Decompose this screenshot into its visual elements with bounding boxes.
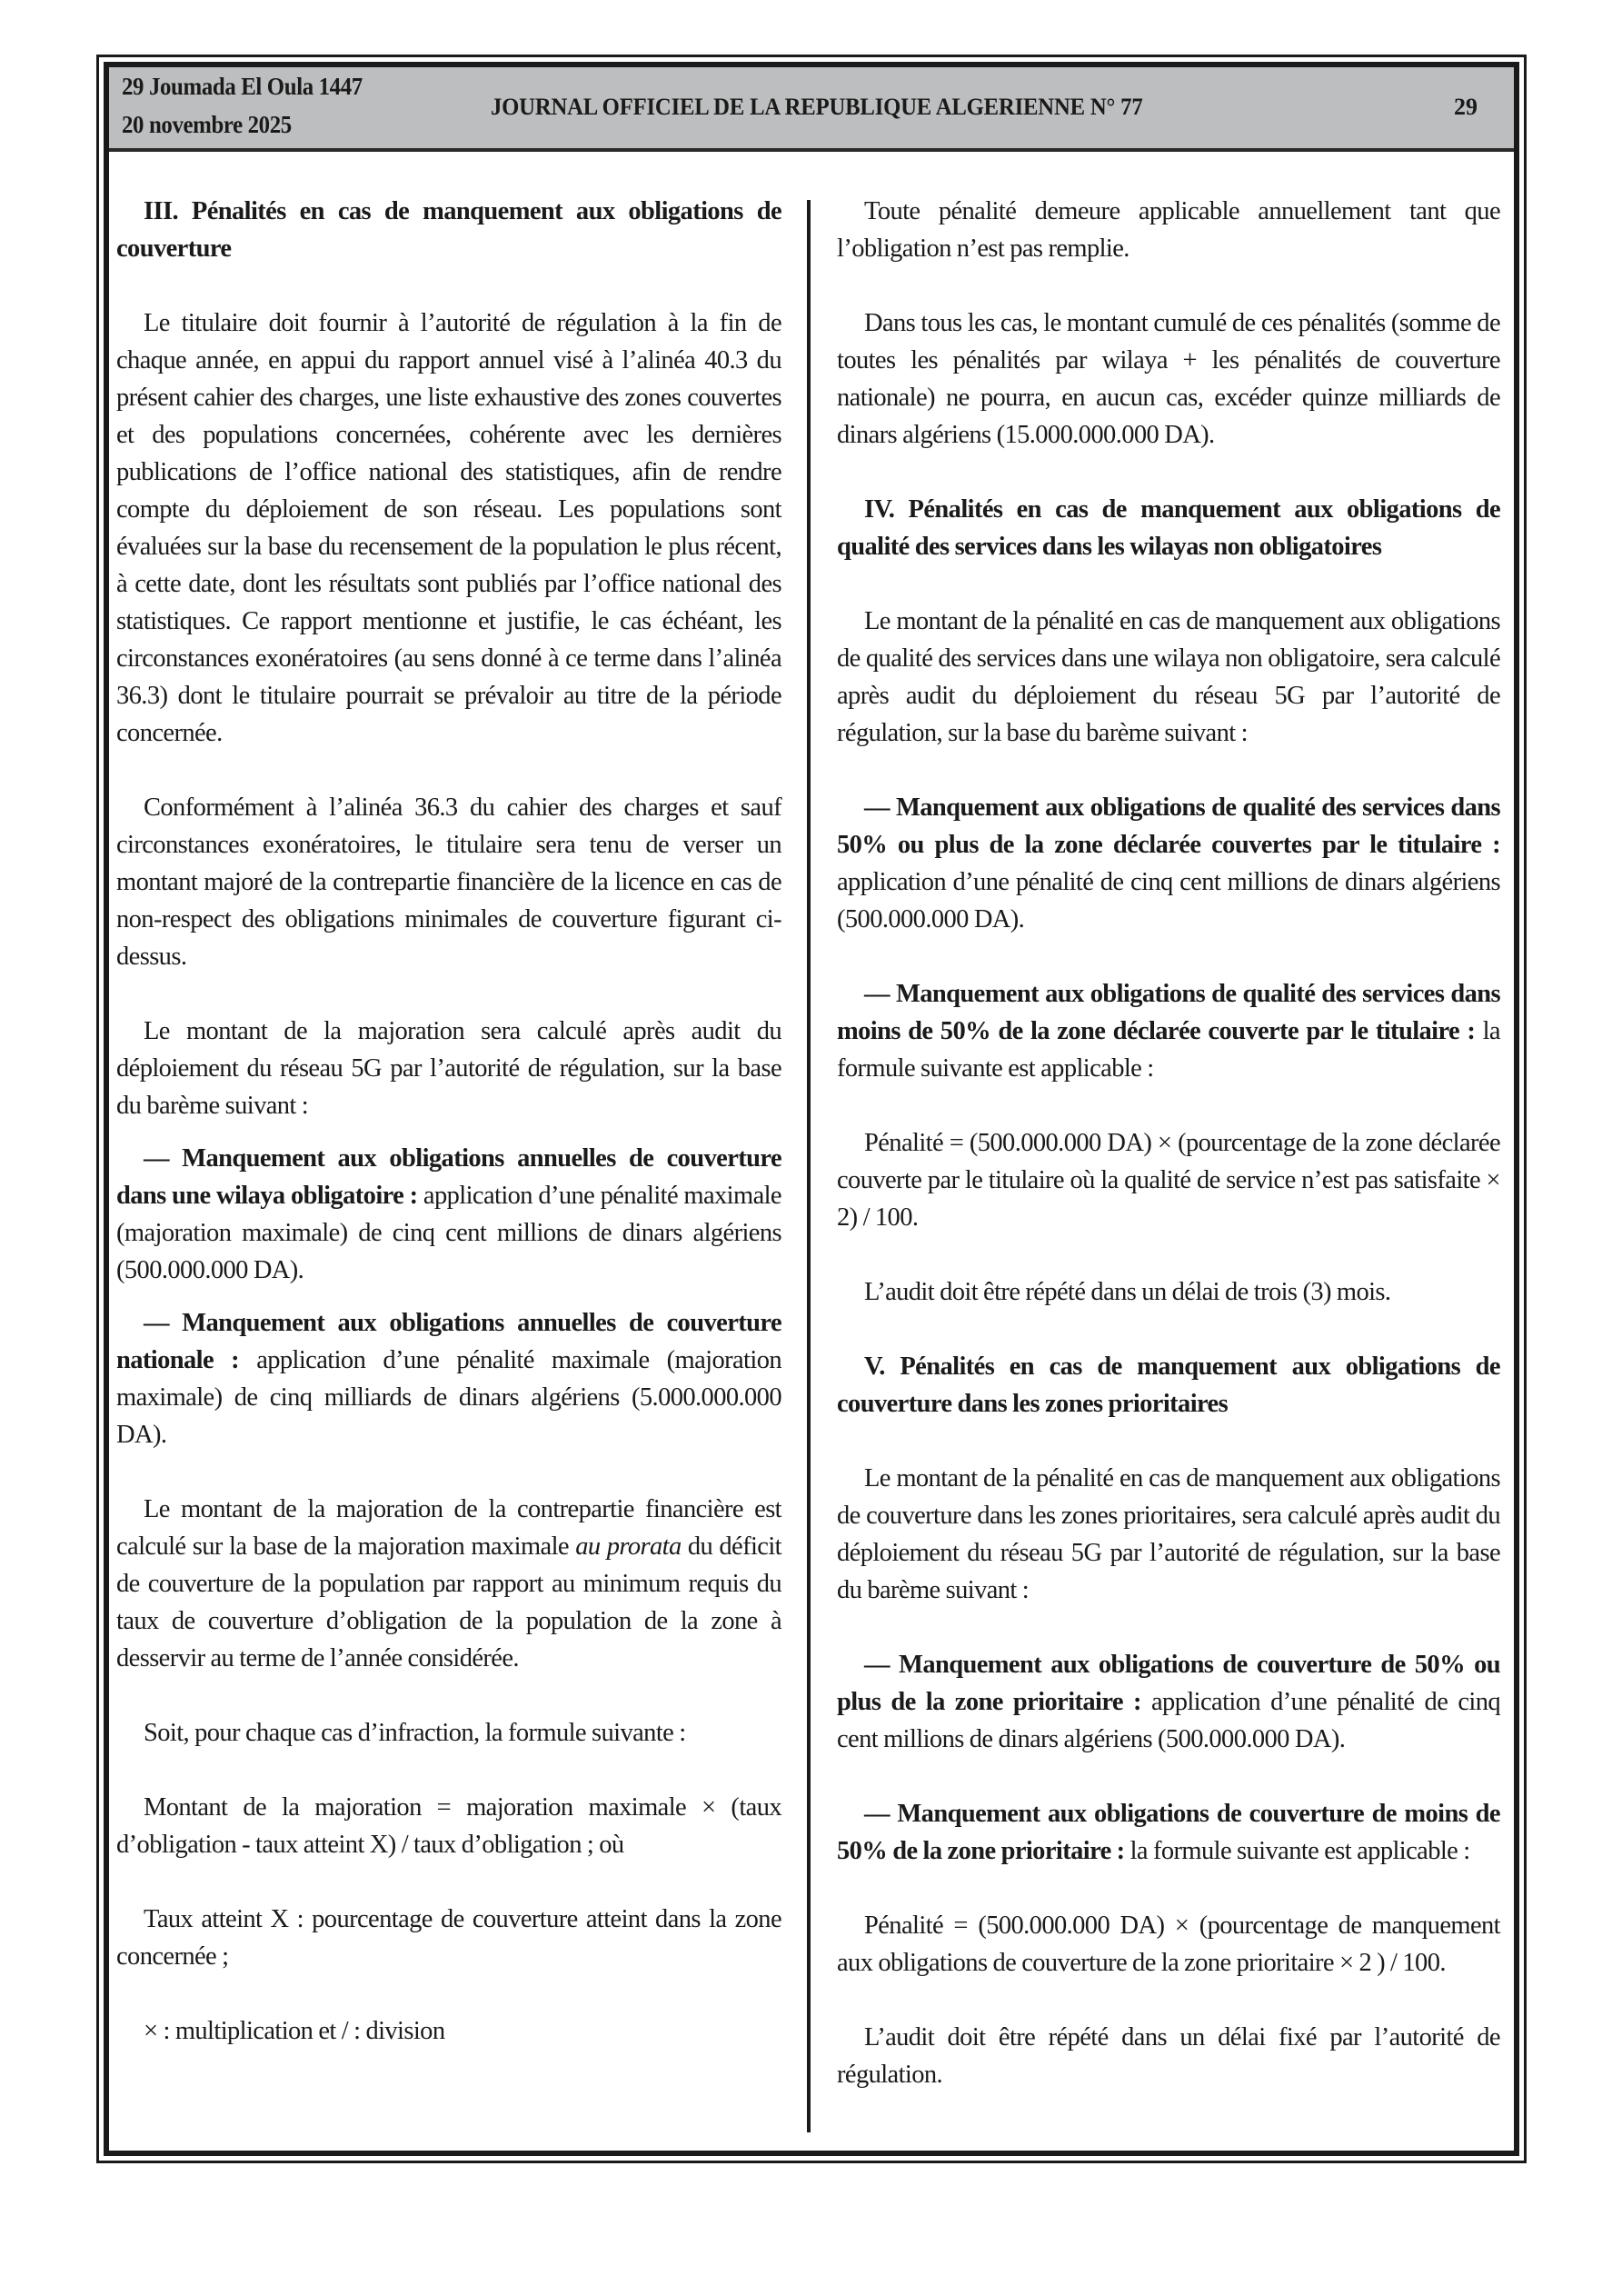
section-heading-iv: IV. Pénalités en cas de manquement aux obligations de qualité des services dans les wilayas non obligatoires xyxy=(837,495,1500,561)
list-item-text: application d’une pénalité maximale (majoration maximale) de cinq cent millions de dinars algériens (500.000.000 DA). xyxy=(116,1182,781,1284)
paragraph: Le montant de la majoration sera calculé après audit du déploiement du réseau 5G par l’autorité de régulation, sur la base du barème suivant : xyxy=(116,1017,781,1120)
paragraph: Taux atteint X : pourcentage de couverture atteint dans la zone concernée ; xyxy=(116,1905,781,1971)
paragraph-text: du déficit de couverture de la population par rapport au minimum requis du taux de couverture d’obligation de la population de la zone à desservir au terme de l’année considérée. xyxy=(116,1532,781,1672)
gregorian-date: 20 novembre 2025 xyxy=(122,111,292,138)
paragraph: Soit, pour chaque cas d’infraction, la formule suivante : xyxy=(144,1719,686,1747)
left-column xyxy=(116,193,781,2050)
paragraph: Dans tous les cas, le montant cumulé de ces pénalités (somme de toutes les pénalités par wilaya + les pénalités de couverture nationale) ne pourra, en aucun cas, excéder quinze milliards de dinars algériens (15.000.000.000 DA). xyxy=(837,309,1500,449)
list-item xyxy=(116,1140,781,1289)
section-heading-v: V. Pénalités en cas de manquement aux obligations de couverture dans les zones prioritaires xyxy=(837,1353,1500,1418)
list-item-lead: — Manquement aux obligations de couverture de moins de 50% de la zone prioritaire : xyxy=(837,1800,1500,1865)
formula: Pénalité = (500.000.000 DA) × (pourcentage de la zone déclarée couverte par le titulaire où la qualité de service n’est pas satisfaite × 2) / 100. xyxy=(837,1129,1500,1232)
page-number: 29 xyxy=(1454,94,1478,120)
paragraph-text: Le montant de la majoration de la contrepartie financière est calculé sur la base de la majoration maximale xyxy=(116,1495,781,1561)
paragraph: Le titulaire doit fournir à l’autorité de régulation à la fin de chaque année, en appui du rapport annuel visé à l’alinéa 40.3 du présent cahier des charges, une liste exhaustive des zones couvertes et des populations concernées, cohérente avec les dernières publications de l’office national des statistiques, afin de rendre compte du déploiement de son réseau. Les populations sont évaluées sur la base du recensement de la population le plus récent, à cette date, dont les résultats sont publiés par l’office national des statistiques. Ce rapport mentionne et justifie, le cas échéant, les circonstances exonératoires (au sens donné à ce terme dans l’alinéa 36.3) dont le titulaire pourrait se prévaloir au titre de la période concernée. xyxy=(116,309,781,747)
formula: Pénalité = (500.000.000 DA) × (pourcentage de manquement aux obligations de couverture de la zone prioritaire × 2 ) / 100. xyxy=(837,1912,1500,1977)
paragraph: Le montant de la pénalité en cas de manquement aux obligations de qualité des services dans une wilaya non obligatoire, sera calculé après audit du déploiement du réseau 5G par l’autorité de régulation, sur la base du barème suivant : xyxy=(837,607,1500,747)
paragraph: Le montant de la pénalité en cas de manquement aux obligations de couverture dans les zones prioritaires, sera calculé après audit du déploiement du réseau 5G par l’autorité de régulation, sur la base du barème suivant : xyxy=(837,1464,1500,1604)
list-item xyxy=(837,789,1500,938)
hijri-date: 29 Joumada El Oula 1447 xyxy=(122,73,363,100)
list-item-lead: — Manquement aux obligations annuelles de couverture dans une wilaya obligatoire : xyxy=(116,1144,781,1210)
list-item-lead: — Manquement aux obligations de qualité des services dans moins de 50% de la zone déclarée couverte par le titulaire : xyxy=(837,980,1500,1045)
latin-phrase: au prorata xyxy=(575,1532,682,1561)
list-item-text: la formule suivante est applicable : xyxy=(1124,1837,1470,1865)
paragraph: L’audit doit être répété dans un délai de trois (3) mois. xyxy=(864,1278,1391,1306)
list-item-lead: — Manquement aux obligations de qualité des services dans 50% ou plus de la zone déclarée couvertes par le titulaire : xyxy=(837,794,1500,859)
list-item xyxy=(837,1646,1500,1758)
list-item-text: application d’une pénalité maximale (majoration maximale) de cinq milliards de dinars algériens (5.000.000.000 DA). xyxy=(116,1346,781,1449)
paragraph: Toute pénalité demeure applicable annuellement tant que l’obligation n’est pas remplie. xyxy=(837,197,1500,263)
list-item-text: application d’une pénalité de cinq cent millions de dinars algériens (500.000.000 DA). xyxy=(837,1688,1500,1753)
list-item-text: application d’une pénalité de cinq cent millions de dinars algériens (500.000.000 DA). xyxy=(837,868,1500,933)
column-divider xyxy=(807,200,811,2132)
list-item xyxy=(837,975,1500,1087)
paragraph: L’audit doit être répété dans un délai fixé par l’autorité de régulation. xyxy=(837,2023,1500,2089)
paragraph: Conformément à l’alinéa 36.3 du cahier des charges et sauf circonstances exonératoires, le titulaire sera tenu de verser un montant majoré de la contrepartie financière de la licence en cas de non-respect des obligations minimales de couverture figurant ci-dessus. xyxy=(116,794,781,971)
list-item-lead: — Manquement aux obligations annuelles de couverture nationale : xyxy=(116,1309,781,1374)
list-item-text: la formule suivante est applicable : xyxy=(837,1017,1500,1083)
list-item xyxy=(116,1304,781,1453)
journal-title: JOURNAL OFFICIEL DE LA REPUBLIQUE ALGERIENNE N° 77 xyxy=(491,94,1143,120)
formula: Montant de la majoration = majoration maximale × (taux d’obligation - taux atteint X) / taux d’obligation ; où xyxy=(116,1793,781,1859)
page-header xyxy=(109,67,1514,152)
list-item xyxy=(837,1795,1500,1870)
list-item-lead: — Manquement aux obligations de couverture de 50% ou plus de la zone prioritaire : xyxy=(837,1651,1500,1716)
right-column xyxy=(837,193,1500,2093)
section-heading-iii: III. Pénalités en cas de manquement aux obligations de couverture xyxy=(116,197,781,263)
paragraph xyxy=(116,1491,781,1677)
paragraph: × : multiplication et / : division xyxy=(144,2017,445,2045)
